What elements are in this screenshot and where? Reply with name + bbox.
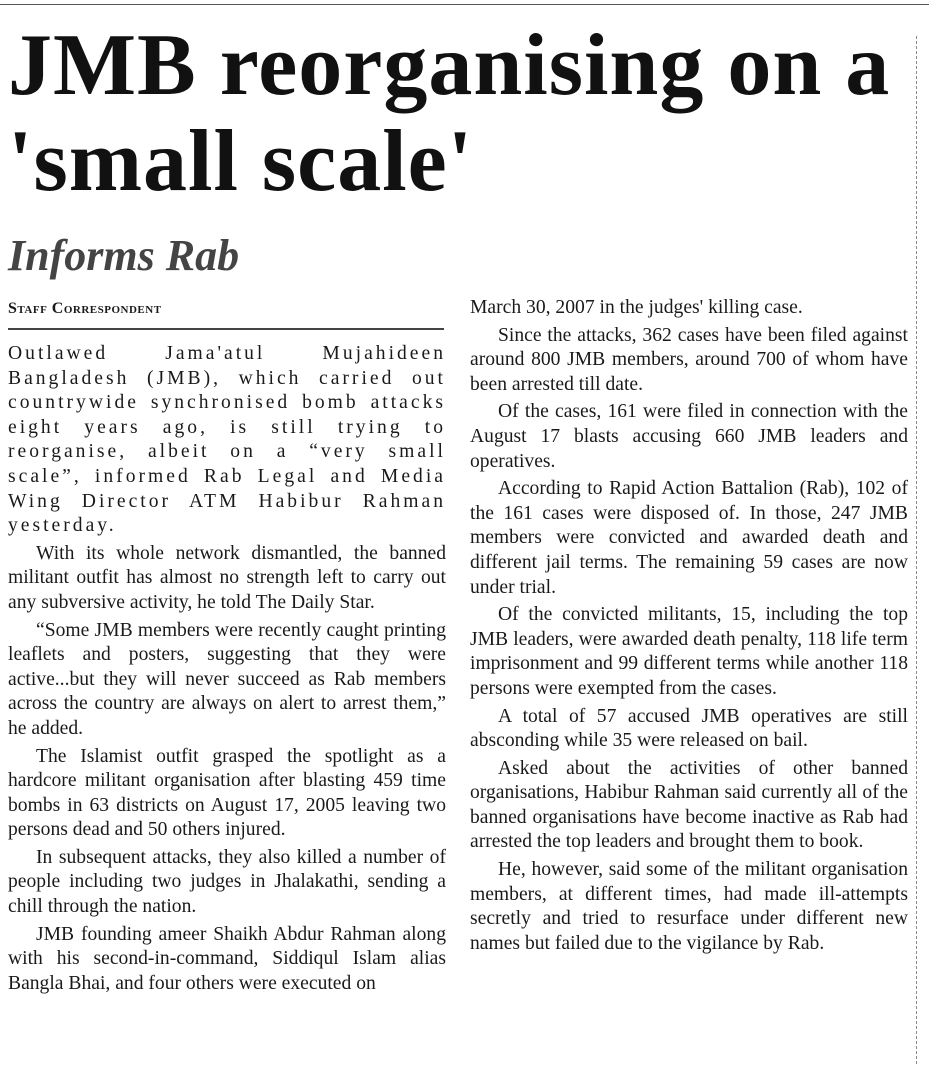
paragraph: A total of 57 accused JMB operatives are still absconding while 35 were released on bail.	[470, 705, 908, 752]
paragraph: “Some JMB members were recently caught printing leaflets and posters, suggesting that they were active...but they will never succeed as Rab members across the country are always on alert to arrest them,” he added.	[8, 619, 446, 739]
right-column	[470, 296, 908, 959]
paragraph: March 30, 2007 in the judges' killing case.	[470, 297, 803, 318]
paragraph: Outlawed Jama'atul Mujahideen Bangladesh (JMB), which carried out countrywide synchronised bomb attacks eight years ago, is still trying to reorganise, albeit on a “very small scale”, informed Rab Legal and Media Wing Director ATM Habibur Rahman yesterday.	[8, 343, 446, 537]
left-column	[8, 342, 446, 999]
paragraph: Of the cases, 161 were filed in connection with the August 17 blasts accusing 660 JMB leaders and operatives.	[470, 401, 908, 472]
byline: Staff Correspondent	[8, 298, 444, 330]
headline: JMB reorganising on a 'small scale'	[8, 17, 891, 210]
paragraph: He, however, said some of the militant organisation members, at different times, had made ill-attempts secretly and tried to resurface under different new names but failed due to the vigilance by Rab.	[470, 859, 908, 954]
paragraph: The Islamist outfit grasped the spotlight as a hardcore militant organisation after blasting 459 time bombs in 63 districts on August 17, 2005 leaving two persons dead and 50 others injured.	[8, 745, 446, 841]
paragraph: With its whole network dismantled, the banned militant outfit has almost no strength left to carry out any subversive activity, he told The Daily Star.	[8, 542, 446, 613]
paragraph: Since the attacks, 362 cases have been filed against around 800 JMB members, around 700 of whom have been arrested till date.	[470, 324, 908, 395]
paragraph: Of the convicted militants, 15, including the top JMB leaders, were awarded death penalty, 118 life term imprisonment and 99 different terms while another 118 persons were exempted from the cases.	[470, 604, 908, 699]
column-divider	[916, 36, 917, 1064]
paragraph: According to Rapid Action Battalion (Rab), 102 of the 161 cases were disposed of. In those, 247 JMB members were convicted and awarded death and different jail terms. The remaining 59 cases are now under trial.	[470, 478, 908, 598]
paragraph: JMB founding ameer Shaikh Abdur Rahman along with his second-in-command, Siddiqul Islam alias Bangla Bhai, and four others were executed on	[8, 923, 446, 994]
paragraph: Asked about the activities of other banned organisations, Habibur Rahman said currently all of the banned organisations have become inactive as Rab had arrested the top leaders and brought them to book.	[470, 757, 908, 853]
paragraph: In subsequent attacks, they also killed a number of people including two judges in Jhalakathi, sending a chill through the nation.	[8, 846, 446, 918]
subheadline: Informs Rab	[8, 231, 240, 280]
top-rule	[0, 4, 929, 5]
